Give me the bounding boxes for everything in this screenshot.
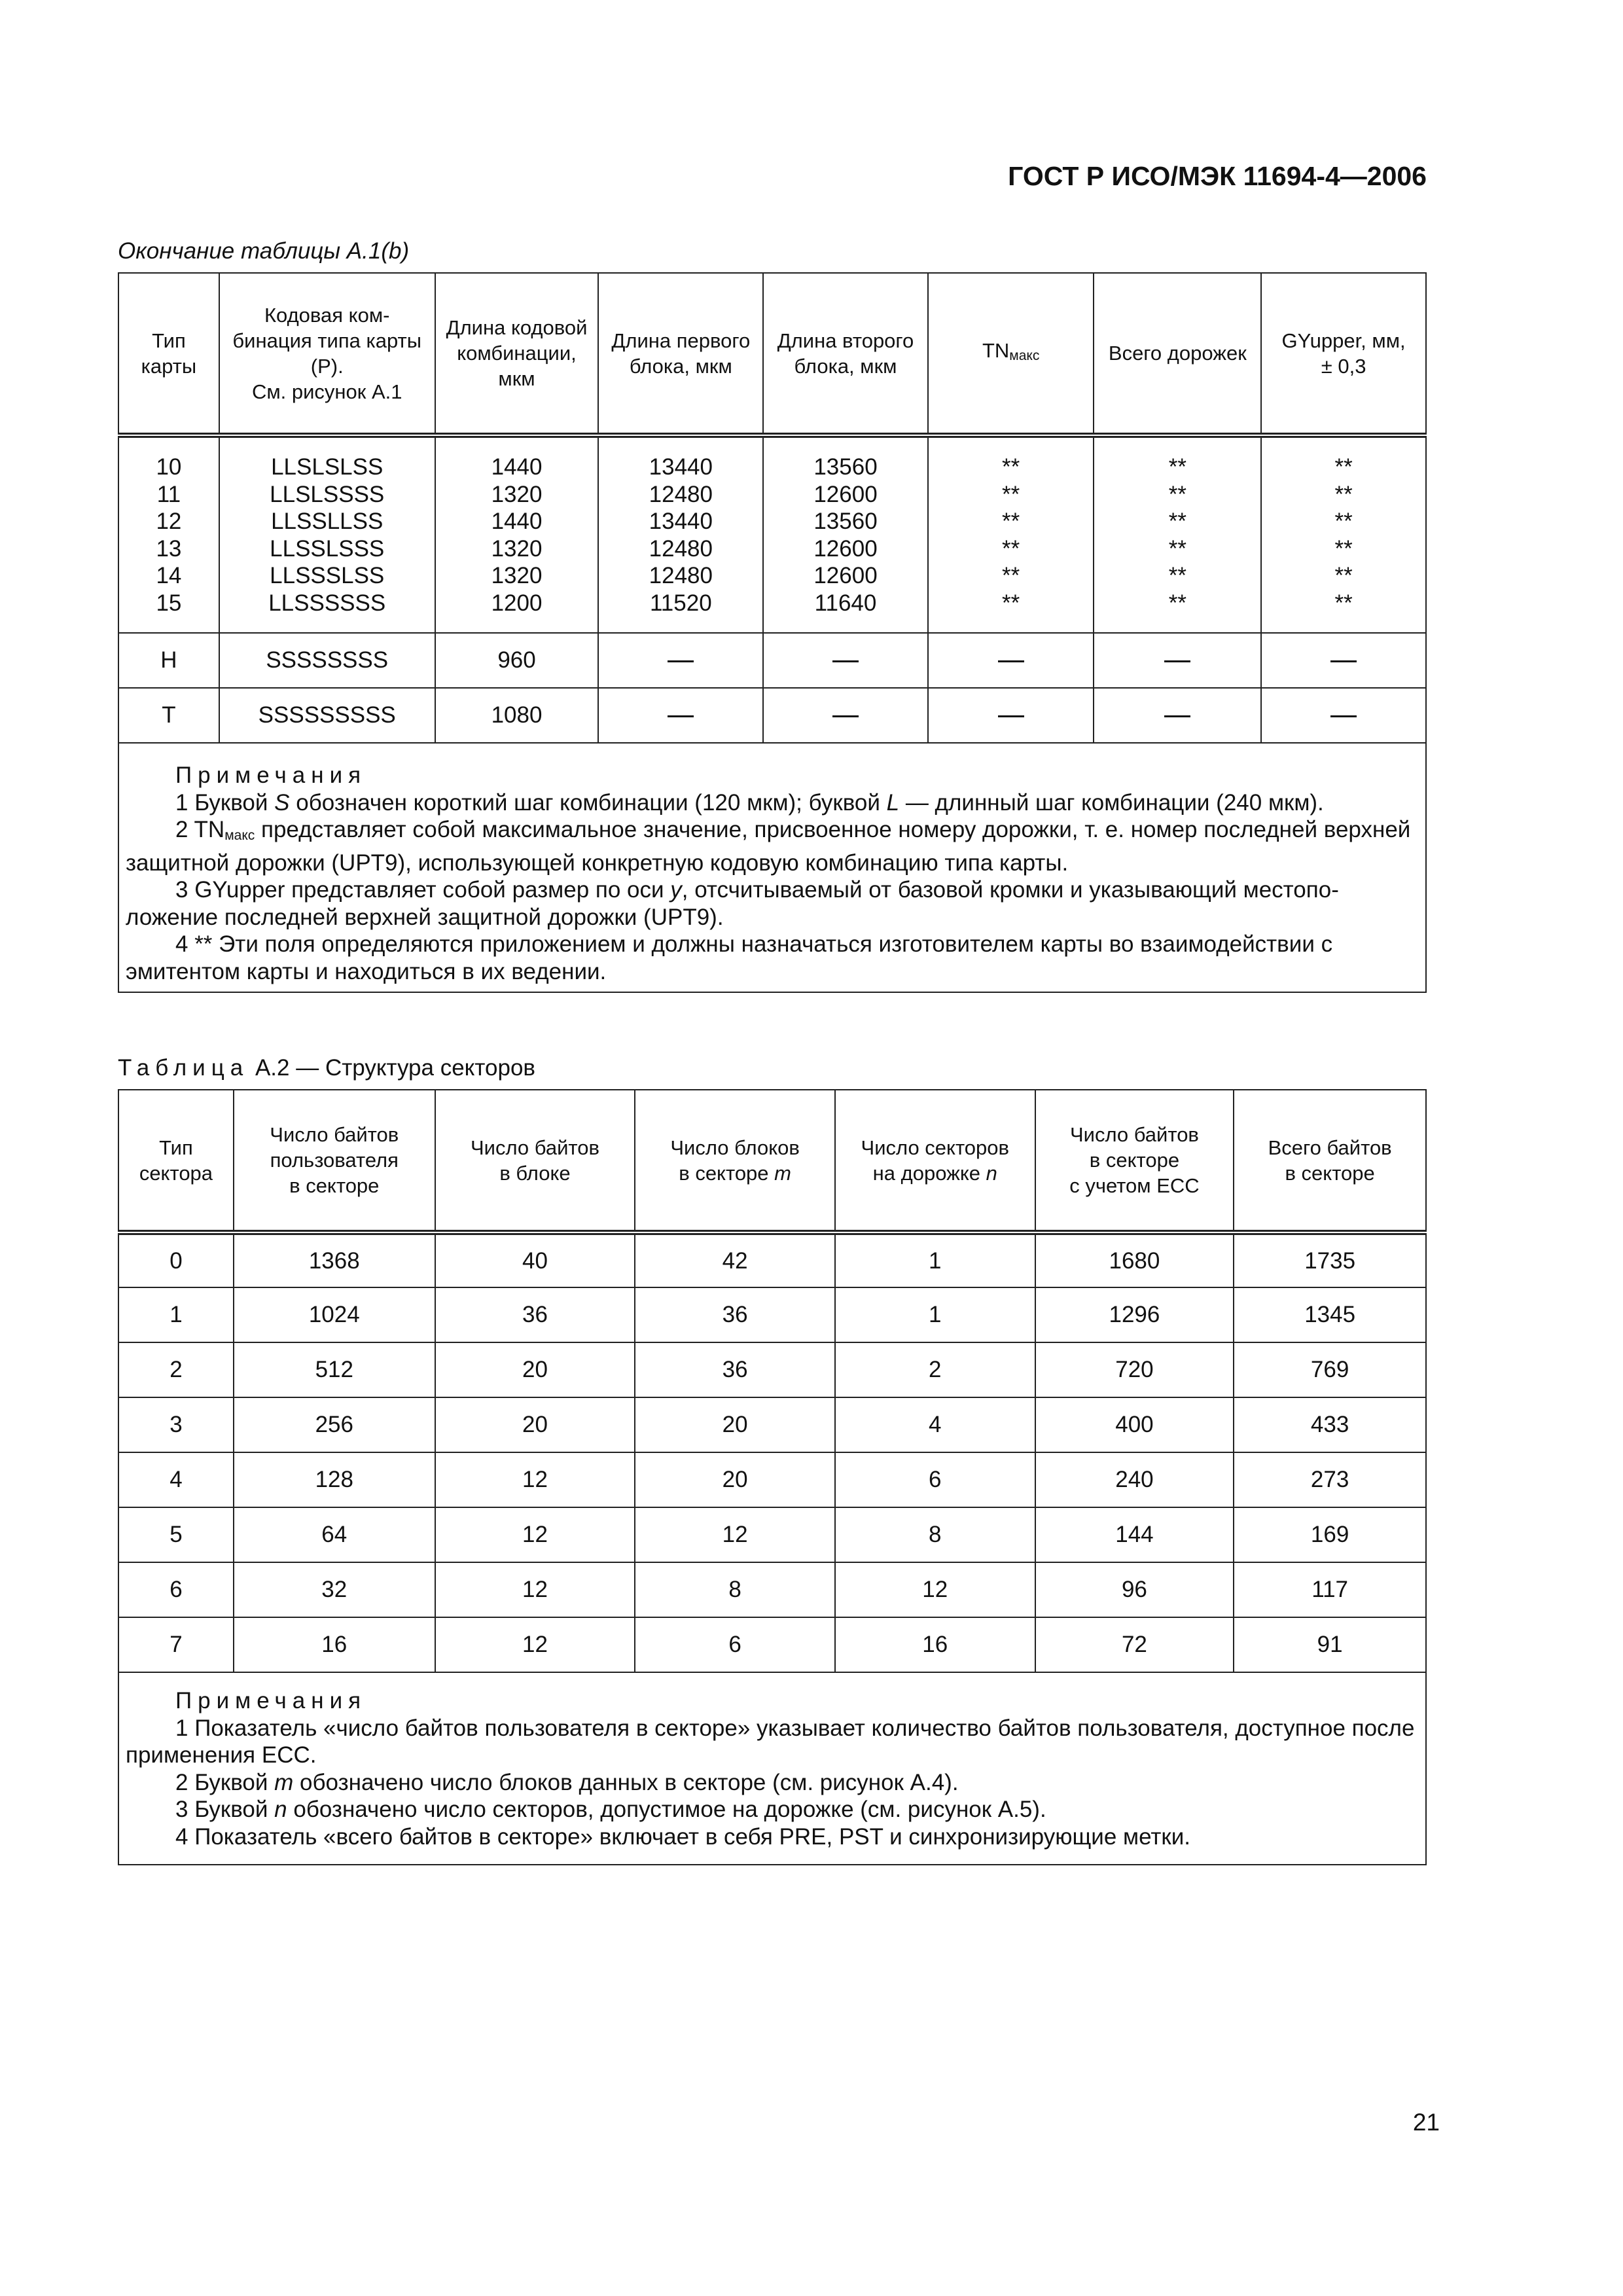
cell-block1: 13440 12480 13440 12480 12480 11520 <box>598 435 763 633</box>
col-header-sectors-per-track: Число секторов на дорожке n <box>835 1090 1035 1232</box>
table1-notes: Примечания 1 Буквой S обозначен короткий шаг комбинации (120 мкм); буквой L — длинный шаг комбинации (240 мкм). 2 $TN_{макс}$ представляет собой максимальное значение, присвоенное номеру дорожки, т. е. номер последней верхней защитной дорожки (UPT9), использующей конкретную кодовую комбинацию типа карты. 3 GYupper представляет собой размер по оси y, отсчитываемый от базовой кромки и указывающий местопо-ложение последней верхней защитной дорожки (UPT9). 4 ** Эти поля определяются приложением и должны назначаться изготовителем карты во взаимодействии с эмитентом карты и находиться в их ведении. <box>118 743 1426 992</box>
col-header-user-bytes: Число байтов пользователя в секторе <box>234 1090 435 1232</box>
col-header-sector-type: Тип сектора <box>118 1090 234 1232</box>
table-row: 5 64 12 12 8 144 169 <box>118 1507 1426 1562</box>
col-header-blocks-per-sector: Число блоков в секторе m <box>635 1090 835 1232</box>
cell-tracks: ** ** ** ** ** ** <box>1094 435 1261 633</box>
cell-block2: 13560 12600 13560 12600 12600 11640 <box>763 435 928 633</box>
table-a1b <box>118 272 1427 993</box>
col-header-total-tracks: Всего дорожек <box>1094 273 1261 435</box>
cell-types: 10 11 12 13 14 15 <box>118 435 219 633</box>
table2-notes: Примечания 1 Показатель «число байтов пользователя в секторе» указывает количество байтов пользователя, доступное после применения ECC. 2 Буквой m обозначено число блоков данных в секторе (см. рисунок А.4). 3 Буквой n обозначено число секторов, допустимое на дорожке (см. рисунок А.5). 4 Показатель «всего байтов в секторе» включает в себя PRE, PST и синхронизирующие метки. <box>118 1672 1426 1865</box>
cell-tn: ** ** ** ** ** ** <box>928 435 1094 633</box>
col-header-total-bytes: Всего байтов в секторе <box>1234 1090 1426 1232</box>
table-row: T SSSSSSSSS 1080 <box>118 688 1426 743</box>
table-row: 6 32 12 8 12 96 117 <box>118 1562 1426 1617</box>
col-header-tn-max: $TN_{макс}$ <box>928 273 1094 435</box>
col-header-block1: Длина первого блока, мкм <box>598 273 763 435</box>
col-header-block2: Длина второго блока, мкм <box>763 273 928 435</box>
col-header-bytes-with-ecc: Число байтов в секторе с учетом ECC <box>1035 1090 1234 1232</box>
table-row: 2 512 20 36 2 720 769 <box>118 1342 1426 1397</box>
table-a2 <box>118 1089 1427 1865</box>
cell-code-lengths: 1440 1320 1440 1320 1320 1200 <box>435 435 599 633</box>
table-row: 4 128 12 20 6 240 273 <box>118 1452 1426 1507</box>
table1-caption: Окончание таблицы А.1(b) <box>118 238 410 264</box>
page-number: 21 <box>1412 2109 1440 2136</box>
document-header: ГОСТ Р ИСО/МЭК 11694-4—2006 <box>1008 161 1427 191</box>
table2-caption: Таблица А.2 — Структура секторов <box>118 1055 536 1081</box>
table-row: 1 1024 36 36 1 1296 1345 <box>118 1287 1426 1342</box>
table-row: 0 1368 40 42 1 1680 1735 <box>118 1232 1426 1287</box>
col-header-bytes-per-block: Число байтов в блоке <box>435 1090 635 1232</box>
col-header-code-length: Длина кодовой комбинации, мкм <box>435 273 599 435</box>
cell-gy: ** ** ** ** ** ** <box>1261 435 1426 633</box>
table-row: 3 256 20 20 4 400 433 <box>118 1397 1426 1452</box>
table-row: 7 16 12 6 16 72 91 <box>118 1617 1426 1672</box>
table-row: H SSSSSSSS 960 <box>118 633 1426 688</box>
cell-codes: LLSLSLSS LLSLSSSS LLSSLLSS LLSSLSSS LLSSSLSS LLSSSSSS <box>219 435 435 633</box>
col-header-code: Кодовая ком- бинация типа карты (P). См. рисунок А.1 <box>219 273 435 435</box>
col-header-card-type: Тип карты <box>118 273 219 435</box>
col-header-gyupper: GYupper, мм, ± 0,3 <box>1261 273 1426 435</box>
